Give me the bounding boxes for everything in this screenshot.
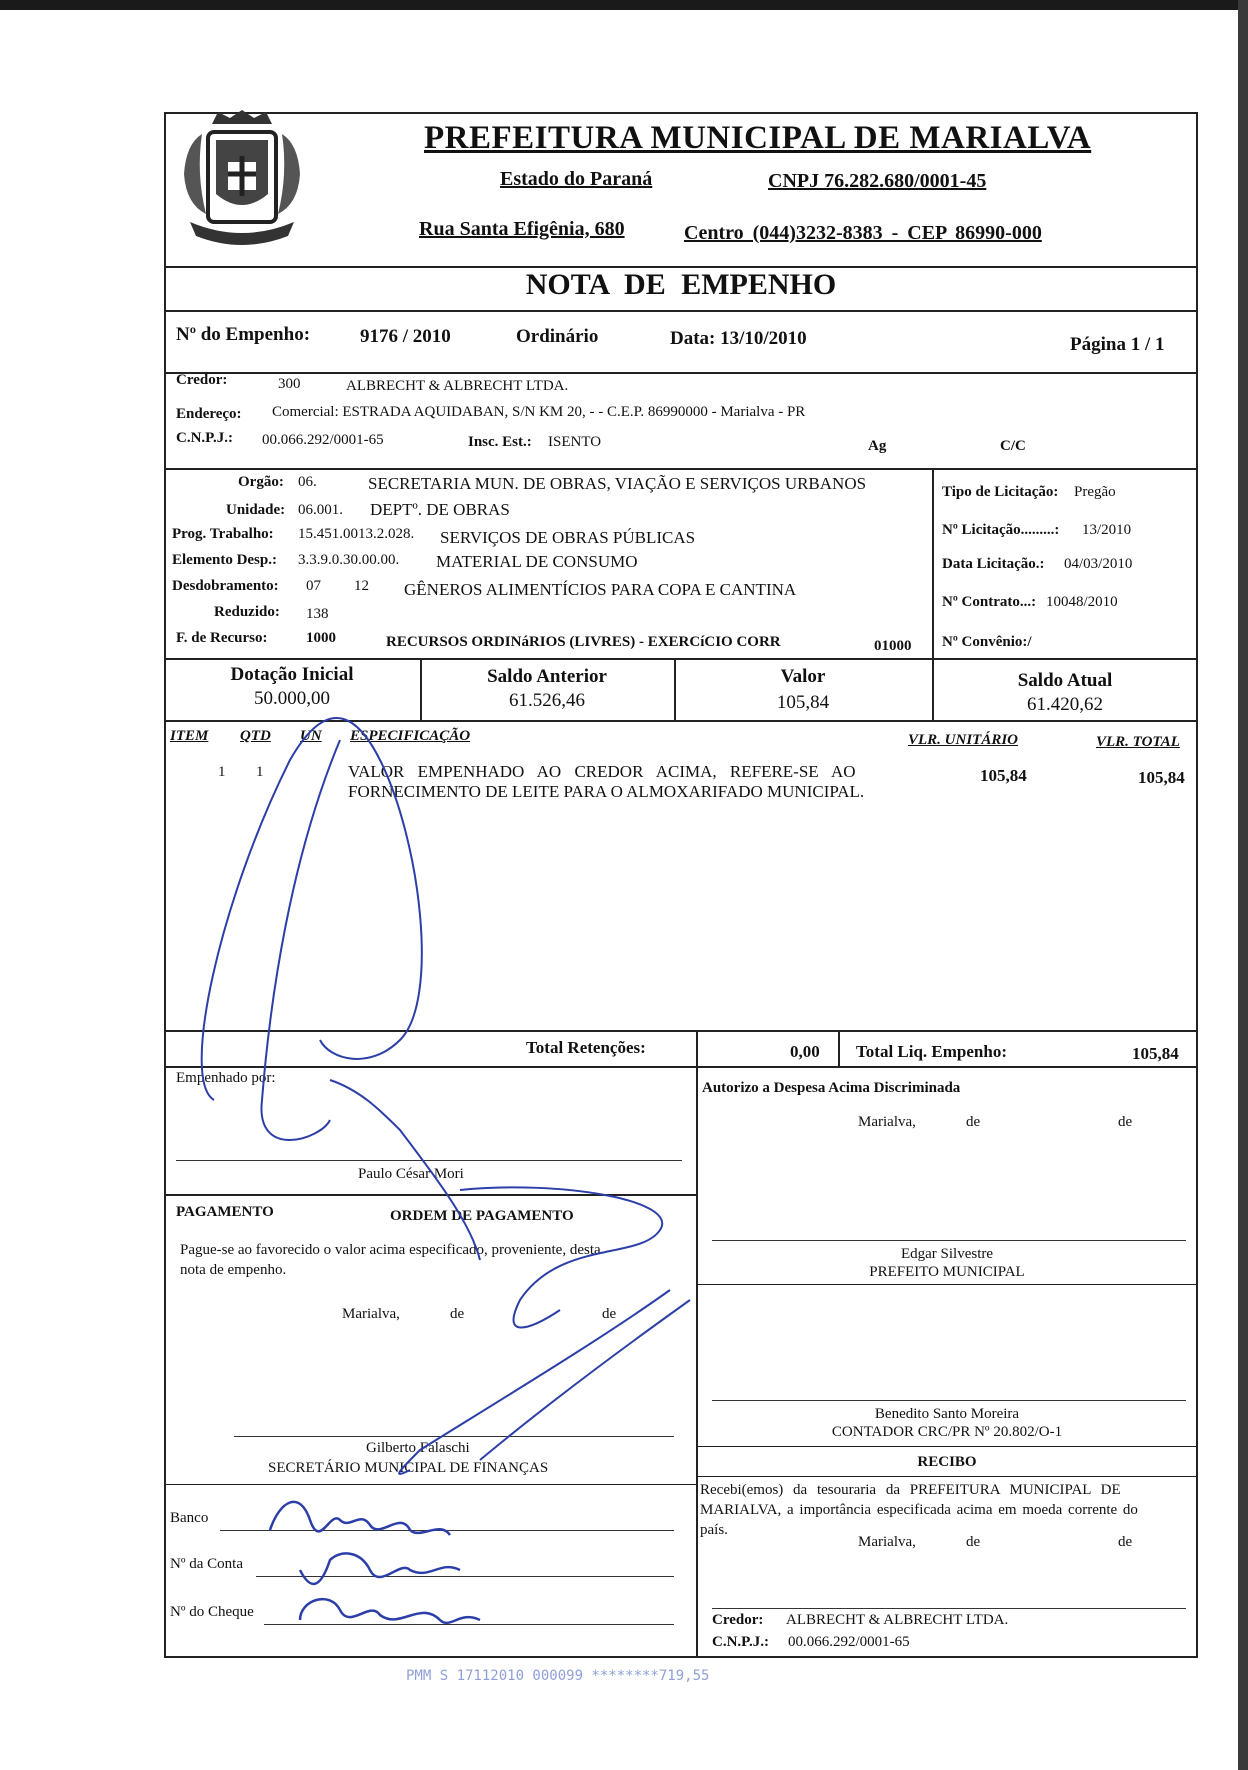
item-number: 1 — [218, 764, 226, 780]
col-especificacao: ESPECIFICAÇÃO — [350, 728, 471, 744]
col-un: UN — [300, 728, 322, 744]
contrato-number: 10048/2010 — [1046, 594, 1118, 610]
document-title: NOTA DE EMPENHO — [525, 268, 837, 301]
empenhado-signer: Paulo César Mori — [358, 1166, 464, 1182]
cnpj-header: CNPJ 76.282.680/0001-45 — [768, 170, 987, 192]
recurso-label: F. de Recurso: — [176, 630, 268, 646]
contador-name: Benedito Santo Moreira — [874, 1406, 1020, 1422]
recibo-credor-label: Credor: — [712, 1612, 764, 1628]
bank-handwriting — [240, 1480, 680, 1650]
autorizo-de2: de — [1118, 1114, 1133, 1130]
prog-code: 15.451.0013.2.028. — [298, 526, 415, 542]
liquido-value: 105,84 — [1132, 1044, 1179, 1063]
address-contact: Centro (044)3232-8383 - CEP 86990-000 — [684, 222, 1042, 244]
recibo-line2: MARIALVA, a importância especificada acima em moeda corrente do — [700, 1502, 1138, 1518]
elemento-label: Elemento Desp.: — [172, 552, 277, 568]
mayor-name: Edgar Silvestre — [900, 1246, 994, 1262]
saldo-atual-value: 61.420,62 — [1027, 694, 1103, 715]
municipality-title: PREFEITURA MUNICIPAL DE MARIALVA — [424, 120, 1092, 156]
licitacao-number: 13/2010 — [1082, 522, 1132, 538]
credor-address: Comercial: ESTRADA AQUIDABAN, S/N KM 20, - - C.E.P. 86990000 - Marialva - PR — [272, 404, 806, 420]
autorizo-label: Autorizo a Despesa Acima Discriminada — [702, 1080, 961, 1096]
prog-label: Prog. Trabalho: — [172, 526, 274, 542]
empenho-type: Ordinário — [516, 326, 599, 347]
dotacao-label: Dotação Inicial — [230, 664, 354, 685]
retencoes-label: Total Retenções: — [526, 1038, 646, 1057]
licitacao-date-label: Data Licitação.: — [942, 556, 1045, 572]
reduzido-value: 138 — [306, 606, 329, 622]
page-number: Página 1 / 1 — [1070, 334, 1165, 355]
autorizo-city: Marialva, — [858, 1114, 916, 1130]
recibo-line1: Recebi(emos) da tesouraria da PREFEITURA MUNICIPAL DE — [700, 1482, 1121, 1498]
col-qtd: QTD — [240, 728, 271, 744]
recibo-line3: país. — [700, 1522, 728, 1538]
recibo-cnpj-label: C.N.P.J.: — [712, 1634, 769, 1650]
saldo-anterior-label: Saldo Anterior — [487, 666, 607, 687]
conta-label: Nº da Conta — [170, 1556, 243, 1572]
credor-name: ALBRECHT & ALBRECHT LTDA. — [346, 378, 569, 394]
recurso-code: 1000 — [306, 630, 336, 646]
pagamento-de1: de — [450, 1306, 465, 1322]
cheque-label: Nº do Cheque — [170, 1604, 254, 1620]
orgao-label: Orgão: — [238, 474, 284, 490]
credor-code: 300 — [278, 376, 301, 392]
unidade-code: 06.001. — [298, 502, 343, 518]
recibo-city: Marialva, — [858, 1534, 916, 1550]
recibo-de2: de — [1118, 1534, 1133, 1550]
recurso-number: 01000 — [874, 638, 912, 654]
recibo-cnpj: 00.066.292/0001-65 — [788, 1634, 910, 1650]
licitacao-type: Pregão — [1074, 484, 1116, 500]
desdobramento-label: Desdobramento: — [172, 578, 279, 594]
cnpj-label: C.N.P.J.: — [176, 430, 233, 446]
retencoes-value: 0,00 — [790, 1042, 820, 1061]
secretary-role: SECRETÁRIO MUNICIPAL DE FINANÇAS — [268, 1460, 549, 1476]
orgao-code: 06. — [298, 474, 317, 490]
pagamento-label: PAGAMENTO — [176, 1204, 274, 1220]
desdobramento-name: GÊNEROS ALIMENTÍCIOS PARA COPA E CANTINA — [404, 580, 797, 599]
elemento-code: 3.3.9.0.30.00.00. — [298, 552, 400, 568]
recibo-title: RECIBO — [917, 1454, 977, 1470]
autorizo-de1: de — [966, 1114, 981, 1130]
saldo-anterior-value: 61.526,46 — [509, 690, 585, 711]
desdobramento-code1: 07 — [306, 578, 321, 594]
convenio-label: Nº Convênio:/ — [942, 634, 1032, 650]
empenho-number-label: Nº do Empenho: — [176, 324, 311, 345]
elemento-name: MATERIAL DE CONSUMO — [436, 552, 638, 571]
unidade-label: Unidade: — [226, 502, 286, 518]
liquido-label: Total Liq. Empenho: — [856, 1042, 1007, 1061]
ordem-pagamento-label: ORDEM DE PAGAMENTO — [390, 1208, 574, 1224]
col-item: ITEM — [170, 728, 209, 744]
recurso-name: RECURSOS ORDINáRIOS (LIVRES) - EXERCíCIO CORR — [386, 634, 781, 650]
contrato-label: Nº Contrato...: — [942, 594, 1037, 610]
saldo-atual-label: Saldo Atual — [1017, 670, 1113, 691]
agency-label: Ag — [868, 438, 887, 454]
processing-stamp: PMM S 17112010 000099 ********719,55 — [406, 1668, 710, 1684]
licitacao-type-label: Tipo de Licitação: — [942, 484, 1059, 500]
col-total-value: VLR. TOTAL — [1096, 734, 1180, 750]
state-name: Estado do Paraná — [500, 168, 653, 190]
dotacao-value: 50.000,00 — [254, 688, 330, 709]
street-address: Rua Santa Efigênia, 680 — [419, 218, 625, 240]
empenhado-label: Empenhado por: — [176, 1070, 276, 1086]
orgao-name: SECRETARIA MUN. DE OBRAS, VIAÇÃO E SERVIÇOS URBANOS — [368, 474, 867, 493]
pagamento-city: Marialva, — [342, 1306, 400, 1322]
recibo-de1: de — [966, 1534, 981, 1550]
secretary-name: Gilberto Falaschi — [366, 1440, 470, 1456]
empenho-date: Data: 13/10/2010 — [670, 328, 807, 349]
reduzido-label: Reduzido: — [214, 604, 280, 620]
valor-value: 105,84 — [776, 692, 830, 713]
banco-label: Banco — [170, 1510, 209, 1526]
insc-value: ISENTO — [548, 434, 602, 450]
insc-label: Insc. Est.: — [468, 434, 532, 450]
address-label: Endereço: — [176, 406, 242, 422]
recibo-credor-name: ALBRECHT & ALBRECHT LTDA. — [786, 1612, 1009, 1628]
item-qtd: 1 — [256, 764, 264, 780]
unidade-name: DEPTº. DE OBRAS — [370, 500, 510, 519]
item-desc-line2: FORNECIMENTO DE LEITE PARA O ALMOXARIFADO MUNICIPAL. — [348, 782, 865, 801]
empenho-number: 9176 / 2010 — [360, 326, 451, 347]
pagamento-text-line1: Pague-se ao favorecido o valor acima especificado, proveniente, desta — [180, 1242, 601, 1258]
pagamento-text-line2: nota de empenho. — [180, 1262, 287, 1278]
contador-role: CONTADOR CRC/PR Nº 20.802/O-1 — [831, 1424, 1063, 1440]
valor-label: Valor — [780, 666, 826, 687]
item-unit-value: 105,84 — [980, 766, 1027, 785]
credor-cnpj: 00.066.292/0001-65 — [262, 432, 384, 448]
col-unit-value: VLR. UNITÁRIO — [908, 732, 1019, 748]
account-label: C/C — [1000, 438, 1026, 454]
prog-name: SERVIÇOS DE OBRAS PÚBLICAS — [440, 528, 696, 547]
mayor-role: PREFEITO MUNICIPAL — [869, 1264, 1025, 1280]
licitacao-number-label: Nº Licitação.........: — [942, 522, 1060, 538]
item-total-value: 105,84 — [1138, 768, 1185, 787]
item-desc-line1: VALOR EMPENHADO AO CREDOR ACIMA, REFERE-SE AO — [348, 762, 856, 781]
licitacao-date: 04/03/2010 — [1064, 556, 1133, 572]
credor-label: Credor: — [176, 372, 228, 388]
desdobramento-code2: 12 — [354, 578, 369, 594]
pagamento-de2: de — [602, 1306, 617, 1322]
